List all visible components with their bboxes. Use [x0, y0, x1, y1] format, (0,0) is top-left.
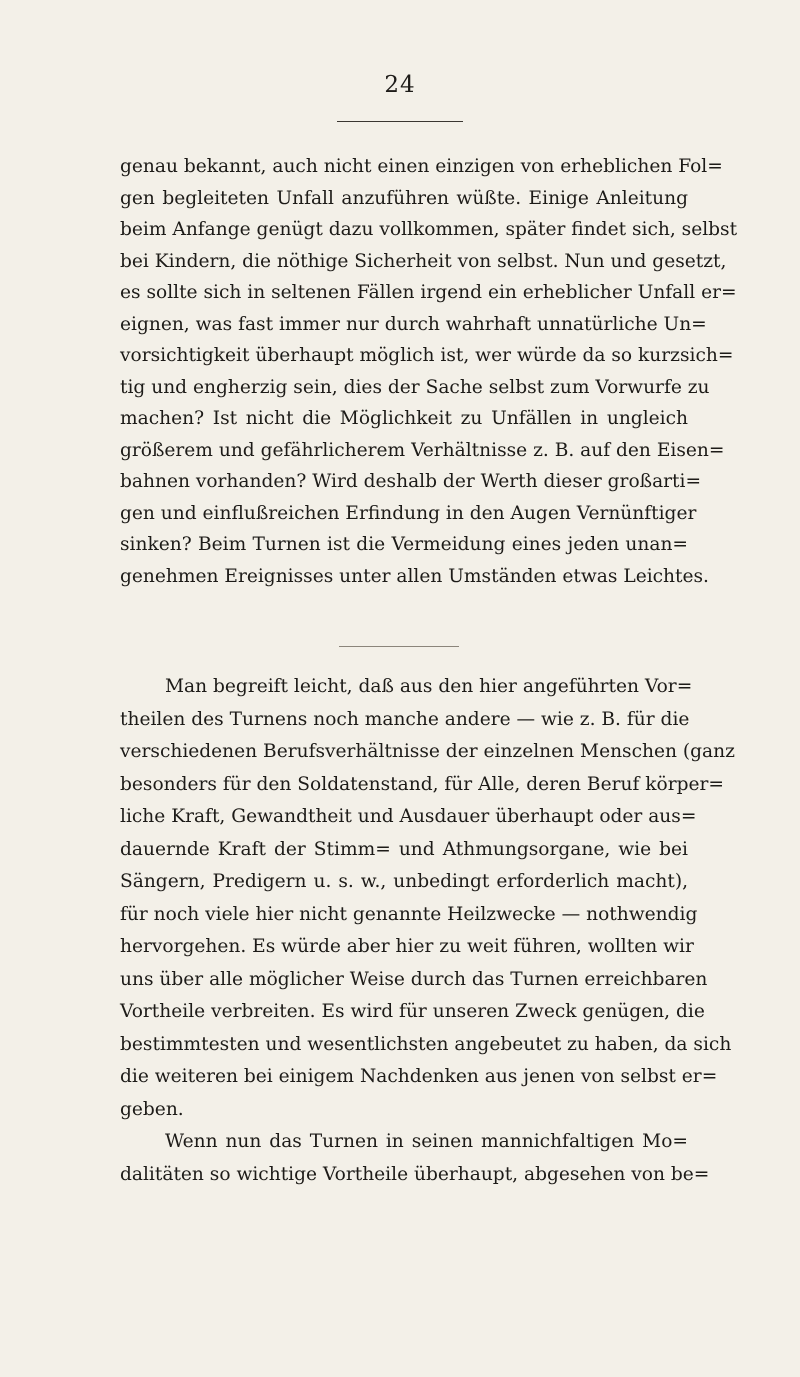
- text-line: Vortheile verbreiten. Es wird für unseren Zweck genügen, die: [120, 1001, 705, 1022]
- text-line: die weiteren bei einigem Nachdenken aus jenen von selbst er=: [120, 1066, 718, 1087]
- page-number: 24: [384, 72, 416, 98]
- text-line: sinken? Beim Turnen ist die Vermeidung eines jeden unan=: [120, 534, 688, 555]
- text-line: dalitäten so wichtige Vortheile überhaupt, abgesehen von be=: [120, 1164, 710, 1185]
- text-line: tig und engherzig sein, dies der Sache selbst zum Vorwurfe zu: [120, 376, 710, 398]
- text-line: bei Kindern, die nöthige Sicherheit von selbst. Nun und gesetzt,: [120, 250, 727, 272]
- text-line: liche Kraft, Gewandtheit und Ausdauer überhaupt oder aus=: [120, 806, 697, 827]
- text-line: bahnen vorhanden? Wird deshalb der Werth dieser großarti=: [120, 471, 702, 492]
- text-line: uns über alle möglicher Weise durch das Turnen erreichbaren: [120, 968, 708, 990]
- header-rule: [337, 121, 463, 122]
- text-line: vorsichtigkeit überhaupt möglich ist, wer würde da so kurzsich=: [120, 345, 734, 366]
- text-line: geben.: [120, 1098, 184, 1120]
- text-line: größerem und gefährlicherem Verhältnisse z. B. auf den Eisen=: [120, 439, 725, 461]
- text-line: Wenn nun das Turnen in seinen mannichfaltigen Mo=: [165, 1131, 688, 1152]
- text-line: gen begleiteten Unfall anzuführen wüßte. Einige Anleitung: [120, 187, 688, 209]
- text-line: genau bekannt, auch nicht einen einzigen von erheblichen Fol=: [120, 156, 723, 177]
- text-line: verschiedenen Berufsverhältnisse der einzelnen Menschen (ganz: [120, 741, 735, 762]
- text-line: genehmen Ereignisses unter allen Umständen etwas Leichtes.: [120, 565, 709, 587]
- text-line: hervorgehen. Es würde aber hier zu weit führen, wollten wir: [120, 936, 694, 957]
- text-line: theilen des Turnens noch manche andere — wie z. B. für die: [120, 708, 690, 730]
- text-line: gen und einflußreichen Erfindung in den Augen Vernünftiger: [120, 502, 697, 524]
- text-line: bestimmtesten und wesentlichsten angebeutet zu haben, da sich: [120, 1033, 732, 1055]
- section-divider: [339, 646, 459, 647]
- text-line: eignen, was fast immer nur durch wahrhaft unnatürliche Un=: [120, 313, 707, 335]
- text-line: machen? Ist nicht die Möglichkeit zu Unfällen in ungleich: [120, 408, 688, 429]
- text-line: dauernde Kraft der Stimm= und Athmungsorgane, wie bei: [120, 838, 688, 860]
- text-line: beim Anfange genügt dazu vollkommen, später findet sich, selbst: [120, 219, 738, 240]
- text-line: Sängern, Predigern u. s. w., unbedingt erforderlich macht),: [120, 871, 688, 892]
- text-line: besonders für den Soldatenstand, für Alle, deren Beruf körper=: [120, 773, 724, 795]
- text-line: für noch viele hier nicht genannte Heilzwecke — nothwendig: [120, 903, 698, 925]
- text-line: Man begreift leicht, daß aus den hier angeführten Vor=: [165, 676, 693, 697]
- text-line: es sollte sich in seltenen Fällen irgend ein erheblicher Unfall er=: [120, 282, 737, 303]
